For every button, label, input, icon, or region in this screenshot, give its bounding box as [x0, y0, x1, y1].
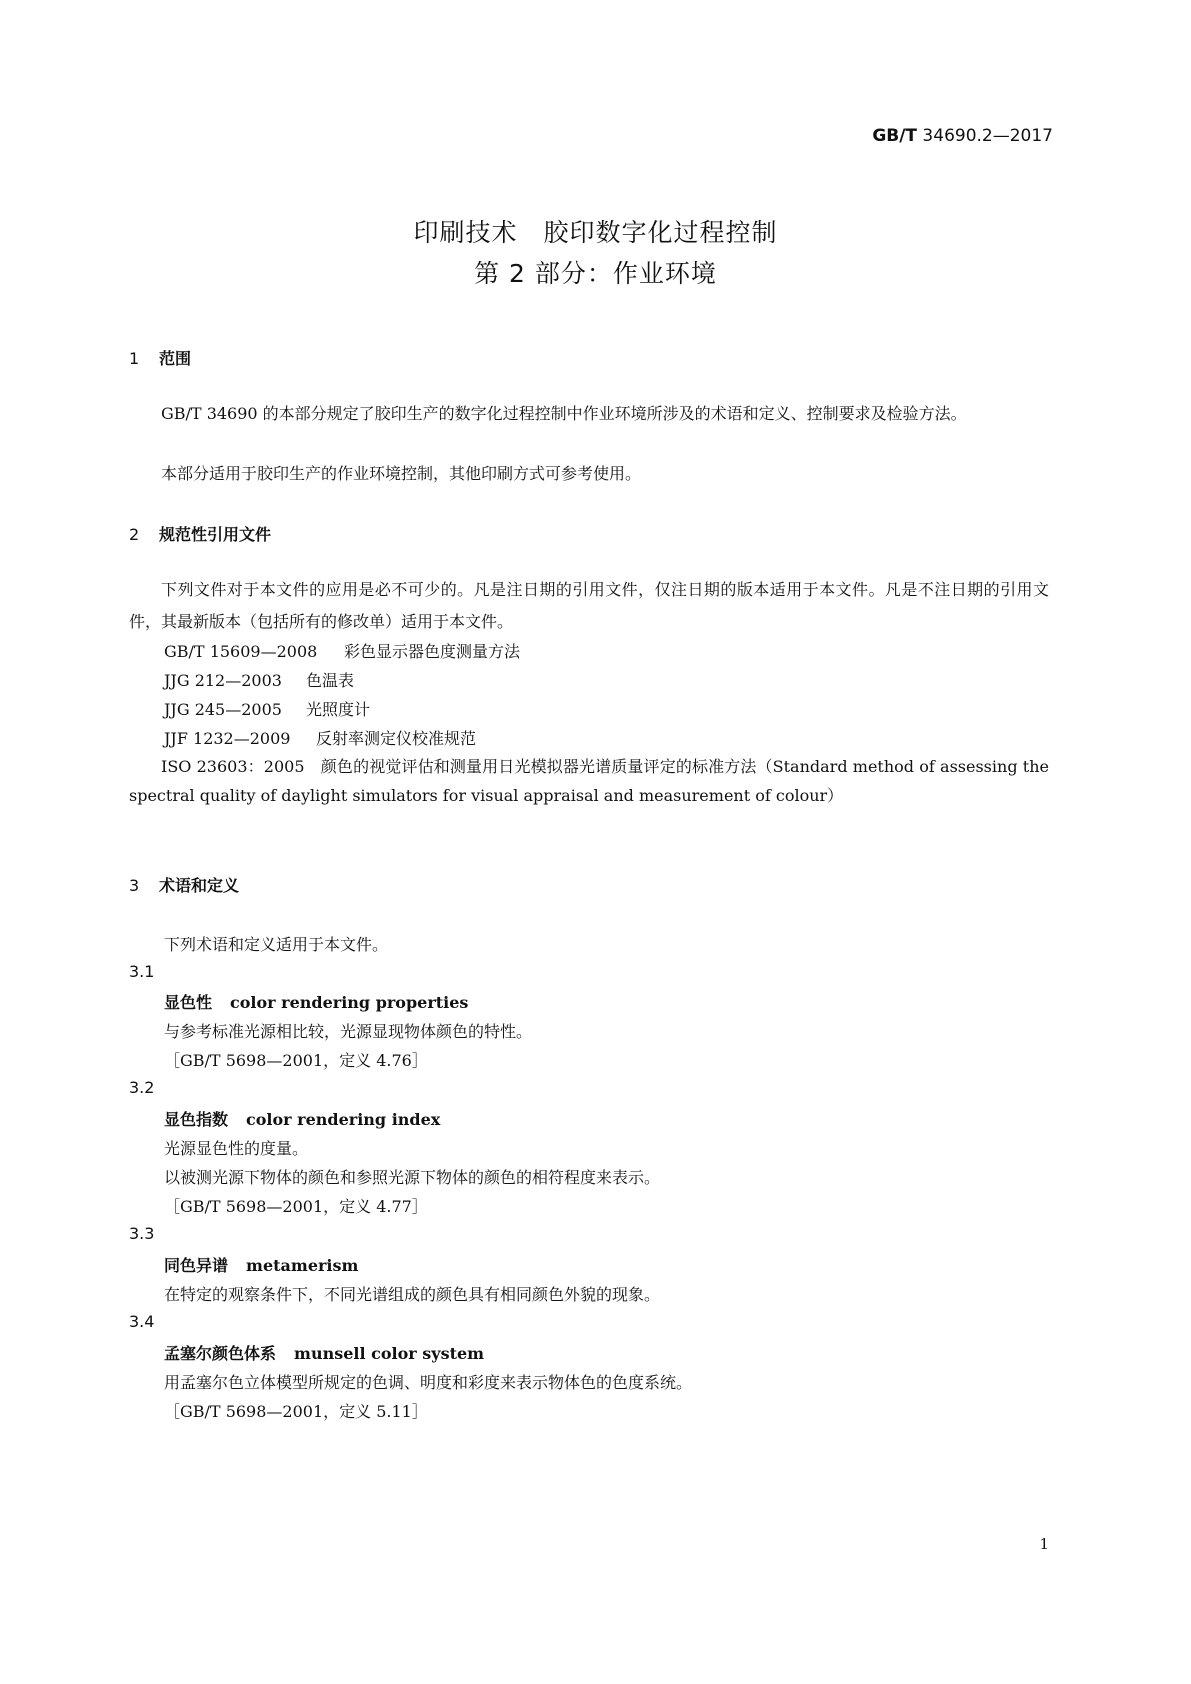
reference-item-iso: ISO 23603：2005 颜色的视觉评估和测量用日光模拟器光谱质量评定的标准方法（Standard method of assessing the spectral quality of daylight simulators for visual appraisal and measurement of colour） [129, 757, 1049, 805]
reference-item [164, 697, 370, 720]
section-number: 1 [129, 349, 140, 368]
term-definition: 用孟塞尔色立体模型所规定的色调、明度和彩度来表示物体色的色度系统。 [164, 1373, 693, 1392]
term-note: 以被测光源下物体的颜色和参照光源下物体的颜色的相符程度来表示。 [164, 1168, 661, 1187]
term-heading [164, 1341, 484, 1364]
term-source: ［GB/T 5698—2001，定义 4.76］ [164, 1051, 428, 1070]
term-definition: 光源显色性的度量。 [164, 1139, 309, 1158]
section-title: 术语和定义 [159, 876, 240, 895]
scope-paragraph-2: 本部分适用于胶印生产的作业环境控制，其他印刷方式可参考使用。 [161, 464, 642, 483]
terms-intro: 下列术语和定义适用于本文件。 [164, 935, 389, 954]
term-zh: 显色指数 [164, 1110, 229, 1129]
term-zh: 显色性 [164, 993, 213, 1012]
reference-title: 色温表 [306, 671, 355, 690]
document-code-prefix: GB/T [872, 126, 918, 146]
section-title: 规范性引用文件 [159, 525, 272, 544]
term-number: 3.1 [129, 962, 155, 981]
reference-title: 彩色显示器色度测量方法 [344, 642, 521, 661]
reference-item [164, 668, 354, 691]
term-source: ［GB/T 5698—2001，定义 4.77］ [164, 1197, 428, 1216]
term-zh: 孟塞尔颜色体系 [164, 1344, 277, 1363]
document-title: 印刷技术 胶印数字化过程控制 [413, 218, 778, 247]
reference-item [164, 726, 476, 749]
document-code-number: 34690.2—2017 [917, 126, 1053, 146]
section-1-heading [129, 346, 191, 369]
term-number: 3.4 [129, 1312, 155, 1331]
term-source: ［GB/T 5698—2001，定义 5.11］ [164, 1402, 428, 1421]
term-en: color rendering properties [230, 993, 469, 1012]
reference-title: 反射率测定仪校准规范 [316, 729, 477, 748]
reference-code: GB/T 15609—2008 [164, 642, 318, 661]
section-number: 3 [129, 876, 140, 895]
reference-title: 光照度计 [306, 700, 371, 719]
reference-item [164, 639, 520, 662]
document-subtitle: 第 2 部分：作业环境 [474, 259, 717, 288]
reference-code: JJG 245—2005 [164, 700, 282, 719]
term-heading [164, 990, 468, 1013]
document-code [872, 126, 1053, 146]
term-en: metamerism [246, 1256, 359, 1275]
section-2-heading [129, 522, 271, 545]
term-number: 3.2 [129, 1078, 155, 1097]
reference-code: JJG 212—2003 [164, 671, 282, 690]
page-number: 1 [1039, 1535, 1049, 1553]
normative-intro: 下列文件对于本文件的应用是必不可少的。凡是注日期的引用文件，仅注日期的版本适用于本文件。凡是不注日期的引用文件，其最新版本（包括所有的修改单）适用于本文件。 [129, 580, 1049, 631]
section-number: 2 [129, 525, 140, 544]
section-title: 范围 [159, 349, 192, 368]
reference-code: JJF 1232—2009 [164, 729, 291, 748]
term-number: 3.3 [129, 1224, 155, 1243]
scope-paragraph-1: GB/T 34690 的本部分规定了胶印生产的数字化过程控制中作业环境所涉及的术语和定义、控制要求及检验方法。 [161, 404, 967, 423]
term-en: munsell color system [294, 1344, 485, 1363]
section-3-heading [129, 873, 239, 896]
term-definition: 在特定的观察条件下，不同光谱组成的颜色具有相同颜色外貌的现象。 [164, 1285, 661, 1304]
term-zh: 同色异谱 [164, 1256, 229, 1275]
term-definition: 与参考标准光源相比较，光源显现物体颜色的特性。 [164, 1022, 533, 1041]
term-heading [164, 1253, 358, 1276]
term-heading [164, 1107, 440, 1130]
term-en: color rendering index [246, 1110, 441, 1129]
